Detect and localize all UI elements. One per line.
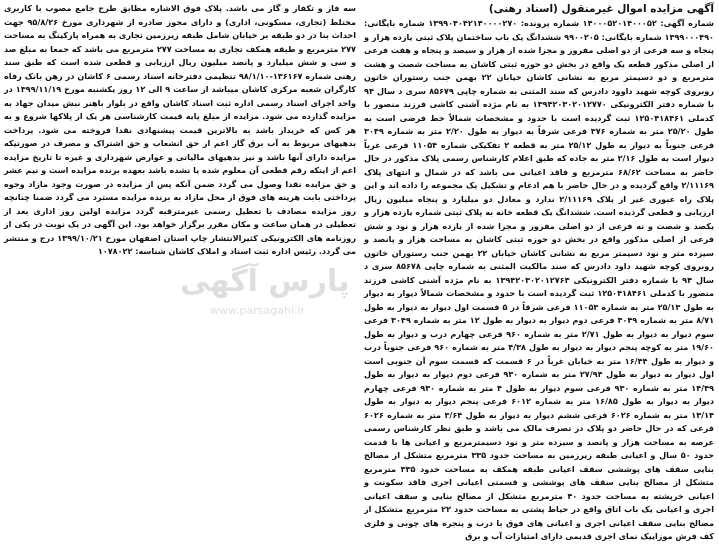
watermark-text: پارس آگهی: [180, 264, 350, 299]
notice-body-left: [4, 2, 356, 259]
notice-code-value: ۱۰۷۸۰۲۲: [97, 246, 133, 256]
notice-right-column: [364, 2, 715, 541]
notice-body-right: شماره آگهی: ۱۴۰۰۰۵۲۰۱۴۰۰۰۵۲ شماره پرونده: ۱۳۹۹۰۴۰۴۲۱۴۰۰۰۰۲۷۰ شماره بایگانی: ۱۳۹۹۰۰۰۴۹۰ شماره بایگانی: ۹۹۰۰۲۰۵ ششدانگ یک باب ساختمان پلاک ثبتی یازده هزار و پنجاه و سه فرعی از دو اصلی مفروز و مجزا شده از هزار و سیصد و پنجاه و هفت فرعی از اصلی مذکور قطعه یک واقع در بخش دو حوزه ثبتی کاشان به مساحت شصت و هشت مترمربع و دو دسیمتر مربع به نشانی کاشان خیابان ۲۲ بهمن جنب رستوران خاتون روبروی کوچه شهید داوود دادرس که سند المثنی به شماره چاپی ۸۵۶۷۹ سری د سال ۹۴ با شماره دفتر الکترونیکی ۱۳۹۴۲۰۳۰۲۰۱۲۷۷۰ به نام مژده آشنی کاشی فرزند منصور با کدملی ۱۲۵۰۴۱۸۴۶۱ ثبت گردیده است با حدود و مشخصات شمالاً خط فرضی است به طول ۲۵/۲۰ متر به شماره ۳۷۶ فرعی شرقاً به دیوار به طول ۲/۲۰ متر به شماره ۳۰۴۹ فرعی جنوباً به دیوار به طول ۲۵/۱۲ متر به قطعه ۲ تفکیکی شماره ۱۱۰۵۴ فرعی غرباً دیوار است به طول ۲/۱۶ متر به جاده که طبق اعلام کارشناس رسمی پلاک مذکور در حال حاضر به مساحت ۶۸/۶۲ مترمربع و فاقد اعیانی می باشد که در شمال و انتهای پلاک ۲/۱۱۱۶۹ واقع گردیده و در حال حاضر با هم ادغام و تشکیل یک مجموعه را داده اند و این پلاک راه عبوری غیر از پلاک ۲/۱۱۱۶۹ ندارد و معادل دو میلیارد و پنجاه میلیون ریال ارزیابی و قطعی گردیده است. ششدانگ یک قطعه خانه به پلاک ثبتی شماره یازده هزار و یکصد و شصت و نه فرعی از دو اصلی مفروز و مجزا شده از یازده هزار و نود و شش فرعی از اصلی مذکور واقع در بخش دو حوزه ثبتی کاشان به مساحت هزار و پانصد و سیزده متر و نود دسیمتر مربع به نشانی کاشان خیابان ۲۲ بهمن جنب رستوران خاتون روبروی کوچه شهید داود دادرس که سند مالکیت المثنی به شماره چاپی ۸۵۶۷۸ سری د سال ۹۴ با شماره دفتر الکترونیکی ۱۳۹۴۲۰۳۰۲۰۱۲۷۶۳ به نام مژده آشنی کاشی فرزند منصور با کدملی ۱۲۵۰۴۱۸۴۶۱ ثبت گردیده است با حدود و مشخصات شمالاً دیوار به دیوار به طول ۲۵/۱۳ متر به شماره ۱۱۰۵۳ فرعی شرقاً در ۵ قسمت اول دیوار به دیوار به طول ۸/۷۱ متر به شماره ۳۰۴۹ فرعی دوم دیوار به دیوار به طول ۱۲ متر به شماره ۳۰۴۹ فرعی سوم دیوار به دیوار به طول ۲/۷۱ متر به شماره ۹۶۰ فرعی چهارم درب و دیوار به طول ۱۹/۶۰ متر به کوچه پنجم دیوار به دیوار به طول ۴/۳۸ متر به شماره ۹۶۰ فرعی جنوباً درب و دیوار به طول ۱۶/۴۴ متر به خیابان غرباً در ۶ قسمت که قسمت سوم آن جنوبی است اول دیوار به دیوار به طول ۲۷/۹۴ متر به شماره ۹۳۰ فرعی دوم دیوار به دیوار به طول ۱۴/۴۹ متر به شماره ۹۳۰ فرعی سوم دیوار به طول ۴ متر به شماره ۹۳۰ فرعی چهارم دیوار به دیوار به طول ۱۶/۸۵ متر به شماره ۶۰۱۲ فرعی پنجم دیوار به دیوار به طول ۱۳/۱۴ متر به شماره ۶۰۲۶ فرعی ششم دیوار به دیوار به طول ۳/۶۴ متر به شماره ۶۰۲۶ فرعی که در حال حاضر دو پلاک در تصرف مالک می باشد و طبق نظر کارشناس رسمی عرصه به مساحت هزار و پانصد و سیزده متر و نود دسیمترمربع و اعیانی ها با قدمت حدود ۵۰ سال و اعیانی طبقه زیرزمین به مساحت حدود ۳۳۵ مترمربع متشکل از مصالح بنایی سقف های پوششی سقف اعیانی طبقه همکف به مساحت حدود ۳۳۵ مترمربع متشکل از مصالح بنایی سقف های پوششی و قسمتی اعیانی اجری فاقد سکونت و اعیانی خرپشته به مساحت حدود ۴۰ مترمربع متشکل از مصالح بنایی و سقف اعیانی اجری و اعیانی یک باب اتاق واقع در حیاط پشتی به مساحت حدود ۲۲ مترمربع متشکل از مصالح بنایی سقف اعیانی اجری و اعیانی های فوق با درب و پنجره های چوبی و فلزی کف فرش موزاییک نمای اجری قدیمی دارای امتیازات آب و برق: [364, 18, 715, 541]
notice-code-label: شناسه:: [135, 246, 166, 256]
watermark-url: www.parsagahi.ir: [210, 304, 306, 317]
notice-title: آگهی مزایده اموال غیرمنقول (اسناد رهنی): [488, 3, 714, 15]
notice-left-column: [4, 2, 356, 519]
notice-body-left-text: سه فاز و تکفاز و گاز می باشد. پلاک فوق الاشاره مطابق طرح جامع مصوب با کاربری مختلط (تجاری، مسکونی، اداری) و دارای مجوز صادره از شهرداری مورخ ۹۵/۸/۲۶ جهت احداث بنا در دو طبقه بر خیابان شامل طبقه زیرزمین تجاری به همراه پارکینگ به مساحت ۲۷۷ مترمربع و طبقه همکف تجاری به مساحت ۲۷۷ مترمربع می باشد که جمعا به مبلغ صد و سی و شش میلیارد و پانصد میلیون ریال ارزیابی و قطعی شده است که طبق سند رهنی شماره ۱۳۶۱۶۷-۹۸/۱/۱۰ تنظیمی دفترخانه اسناد رسمی ۶ کاشان در رهن بانک رفاه کارگران شعبه مرکزی کاشان میباشد از ساعت ۹ الی ۱۲ روز یکشنبه مورخ ۱۳۹۹/۱۱/۱۹ در واحد اجرای اسناد رسمی اداره ثبت اسناد کاشان واقع در بلوار باهنر نبش میدان جهاد به مزایده گذارده می شود. مزایده از مبلغ پایه قیمت کارشناسی هر یک از پلاکها شروع و به هر کس که خریدار باشد به بالاترین قیمت پیشنهادی نقدا فروخته می شود. پرداخت بدهیهای مربوط به آب برق گاز اعم از حق انشعاب و حق اشتراک و مصرف در صورتیکه مزایده دارای آنها باشد و نیز بدهیهای مالیاتی و عوارض شهرداری و غیره تا تاریخ مزایده اعم از اینکه رقم قطعی آن معلوم شده یا نشده باشد بعهده برنده مزایده است و نیم عشر و حق مزایده نقدا وصول می گردد ضمن آنکه پس از مزایده در صورت وجود مازاد وجوه پرداختی بابت هزینه های فوق از محل مازاد به برنده مزایده مسترد می گردد ضمنا چنانچه روز مزایده مصادف با تعطیل رسمی غیرمترقبه گردد مزایده اولین روز اداری بعد از تعطیلی در همان ساعت و مکان مقرر برگزار خواهد بود. این آگهی در یک نوبت در یکی از روزنامه های الکترونیکی کثیرالانتشار چاپ استان اصفهان مورخ ۱۳۹۹/۱۰/۲۱ درج و منتشر می گردد. رئیس اداره ثبت اسناد و املاک کاشان: [4, 3, 357, 256]
